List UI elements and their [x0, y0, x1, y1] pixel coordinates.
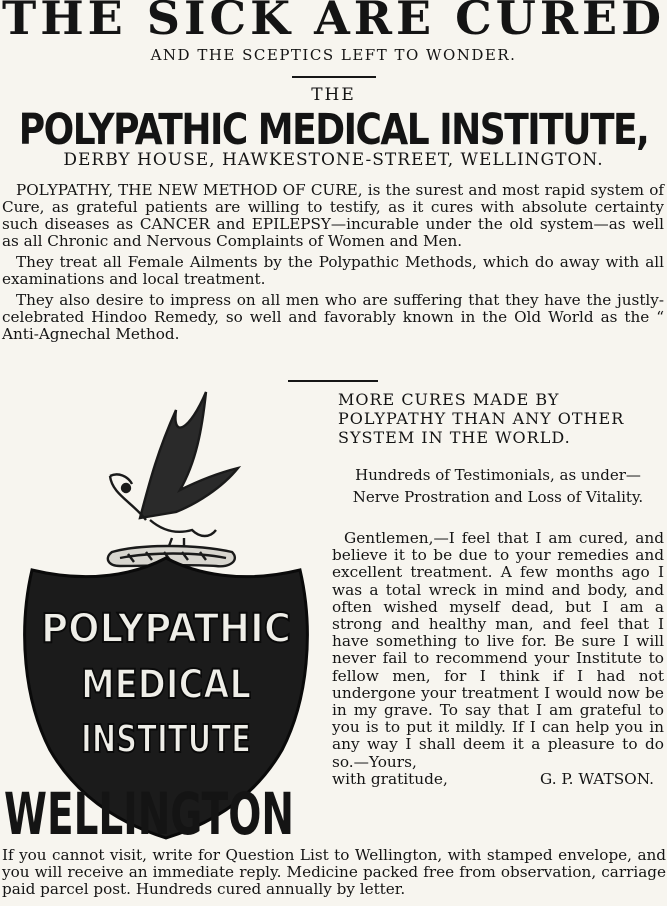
crest-city: WELLINGTON — [4, 780, 294, 848]
closing: with gratitude, — [332, 769, 448, 788]
bottom-notice: If you cannot visit, write for Question List to Wellington, with stamped envelope, and you will receive an immediate reply. Medicine packed free from observation, carriage paid parcel post. Hundreds cured annually by letter. — [2, 846, 666, 898]
intro-paragraph: They treat all Female Ailments by the Polypathic Methods, which do away with all examinations and local treatment. — [2, 253, 664, 288]
testimonial-letter — [332, 530, 664, 788]
divider — [292, 76, 376, 78]
testimonial-heading: Nerve Prostration and Loss of Vitality. — [352, 488, 644, 506]
crest-line-2: MEDICAL — [81, 662, 251, 708]
intro-text — [2, 182, 664, 347]
intro-paragraph: POLYPATHY, THE NEW METHOD OF CURE, is the surest and most rapid system of Cure, as grateful patients are willing to testify, as it cures with absolute certainty such diseases as CANCER and EPILEPSY—incurable under the old system—as well as all Chronic and Nervous Complaints of Women and Men. — [2, 181, 664, 250]
signature: G. P. WATSON. — [540, 769, 654, 788]
headline: THE SICK ARE CURED — [1, 0, 665, 45]
subheadline: AND THE SCEPTICS LEFT TO WONDER. — [150, 46, 517, 64]
address: DERBY HOUSE, HAWKESTONE-STREET, WELLINGTON. — [63, 150, 604, 170]
bird-on-wreath-crest-icon — [108, 392, 238, 566]
testimonial-body: Gentlemen,—I feel that I am cured, and believe it to be due to your remedies and excellent treatment. A few months ago I was a total wreck in mind and body, and often wished myself dead, but I am a strong and healthy man, and feel that I have something to live for. Be sure I will never fail to recommend your Institute to fellow men, for I think if I had not undergone your treatment I would now be in my grave. To say that I am grateful to you is to put it mildly. If I can help you in any way I shall deem it a pleasure to do so.—Yours, — [332, 529, 664, 771]
institute-name: POLYPATHIC MEDICAL INSTITUTE, — [18, 106, 649, 155]
signoff — [332, 771, 664, 788]
crest-line-1: POLYPATHIC — [41, 606, 291, 652]
intro-paragraph: They also desire to impress on all men who are suffering that they have the justly-celebrated Hindoo Remedy, so well and favorably known in the Old World as the “ Anti-Agnechal Method. — [2, 291, 664, 343]
more-cures-heading: MORE CURES MADE BY POLYPATHY THAN ANY OTHER SYSTEM IN THE WORLD. — [338, 390, 625, 447]
crest-line-3: INSTITUTE — [81, 717, 251, 761]
the-label: THE — [311, 85, 356, 105]
testimonials-intro: Hundreds of Testimonials, as under— — [355, 466, 641, 484]
city-name-graphic — [0, 758, 300, 848]
